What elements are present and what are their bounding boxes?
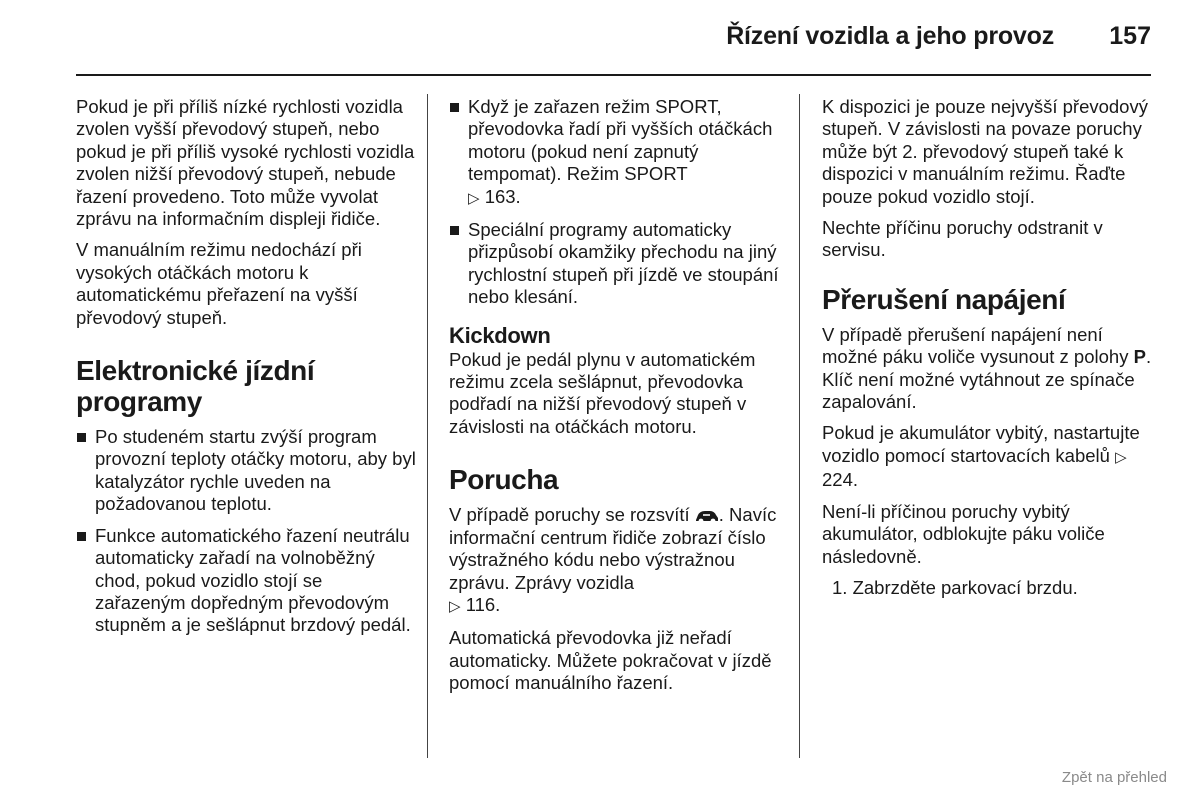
page-reference[interactable]: 224.	[822, 469, 859, 491]
paragraph-text: . Klíč není možné vytáhnout ze spínače zapalování.	[822, 346, 1152, 413]
section-heading: Přerušení napájení	[822, 283, 1066, 315]
paragraph: Není-li příčinou poruchy vybitý akumulátor, odblokujte páku voliče následovně.	[822, 500, 1105, 567]
paragraph: K dispozici je pouze nejvyšší převodový stupeň. V závislosti na povaze poruchy může být 2. převodový stupeň také k dispozici v manuálním režimu. Řaďte pouze pokud vozidlo stojí.	[822, 96, 1148, 207]
gear-position-label: P	[1133, 346, 1146, 368]
reference-triangle-icon: ▷	[449, 597, 461, 615]
back-to-overview-link[interactable]: Zpět na přehled	[1061, 769, 1167, 786]
paragraph-text: V případě přerušení napájení není možné páku voliče vysunout z polohy	[822, 323, 1129, 368]
section-heading: Elektronické jízdní programy	[76, 355, 315, 418]
paragraph	[449, 504, 787, 618]
list-item	[449, 96, 787, 210]
page-title: Řízení vozidla a jeho provoz	[726, 22, 1054, 50]
reference-triangle-icon: ▷	[468, 189, 480, 207]
column-divider	[799, 94, 800, 758]
paragraph: V manuálním režimu nedochází při vysokých otáčkách motoru k automatickému přeřazení na vyšší převodový stupeň.	[76, 239, 362, 328]
car-wrench-icon	[695, 508, 719, 524]
page-reference[interactable]: 116.	[465, 593, 501, 615]
paragraph: Nechte příčinu poruchy odstranit v servisu.	[822, 217, 1103, 261]
paragraph-text: V případě poruchy se rozsvítí	[449, 504, 690, 526]
column-1	[76, 96, 416, 646]
column-3	[822, 96, 1162, 608]
list-item-text: Když je zařazen režim SPORT, převodovka řadí při vyšších otáčkách motoru (pokud není zapnutý tempomat). Režim SPORT	[468, 96, 773, 185]
paragraph: Automatická převodovka již neřadí automaticky. Můžete pokračovat v jízdě pomocí manuálního řazení.	[449, 627, 772, 694]
paragraph: Pokud je při příliš nízké rychlosti vozidla zvolen vyšší převodový stupeň, nebo pokud je při příliš vysoké rychlosti vozidla zvolen nižší převodový stupeň, nebude řazení provedeno. Toto může vyvolat zprávu na informačním displeji řidiče.	[76, 96, 415, 230]
section-heading: Kickdown	[449, 322, 551, 348]
column-2	[449, 96, 787, 704]
page-reference[interactable]: 163.	[484, 185, 521, 207]
header-divider	[76, 74, 1151, 76]
list-item: Speciální programy automaticky přizpůsobí okamžiky přechodu na jiný rychlostní stupeň při jízdě ve stoupání nebo klesání.	[449, 219, 787, 309]
page-number: 157	[1109, 22, 1151, 50]
numbered-step: 1. Zabrzděte parkovací brzdu.	[832, 576, 1078, 598]
paragraph-text: . Navíc informační centrum řidiče zobrazí číslo výstražného kódu nebo výstražnou zprávu. Zprávy vozidla	[449, 504, 777, 593]
section-heading: Porucha	[449, 464, 559, 496]
paragraph	[822, 422, 1162, 491]
column-divider	[427, 94, 428, 758]
paragraph	[822, 324, 1162, 414]
list-item: Funkce automatického řazení neutrálu automaticky zařadí na volnoběžný chod, pokud vozidlo stojí se zařazeným dopředným převodovým stupněm a je sešlápnut brzdový pedál.	[76, 525, 416, 637]
reference-triangle-icon: ▷	[1115, 448, 1127, 466]
list-item: Po studeném startu zvýší program provozní teploty otáčky motoru, aby byl katalyzátor rychle uveden na požadovanou teplotu.	[76, 426, 416, 516]
paragraph: Pokud je pedál plynu v automatickém režimu zcela sešlápnut, převodovka podřadí na nižší převodový stupeň v závislosti na otáčkách motoru.	[449, 348, 756, 437]
paragraph-text: Pokud je akumulátor vybitý, nastartujte vozidlo pomocí startovacích kabelů	[822, 422, 1140, 466]
